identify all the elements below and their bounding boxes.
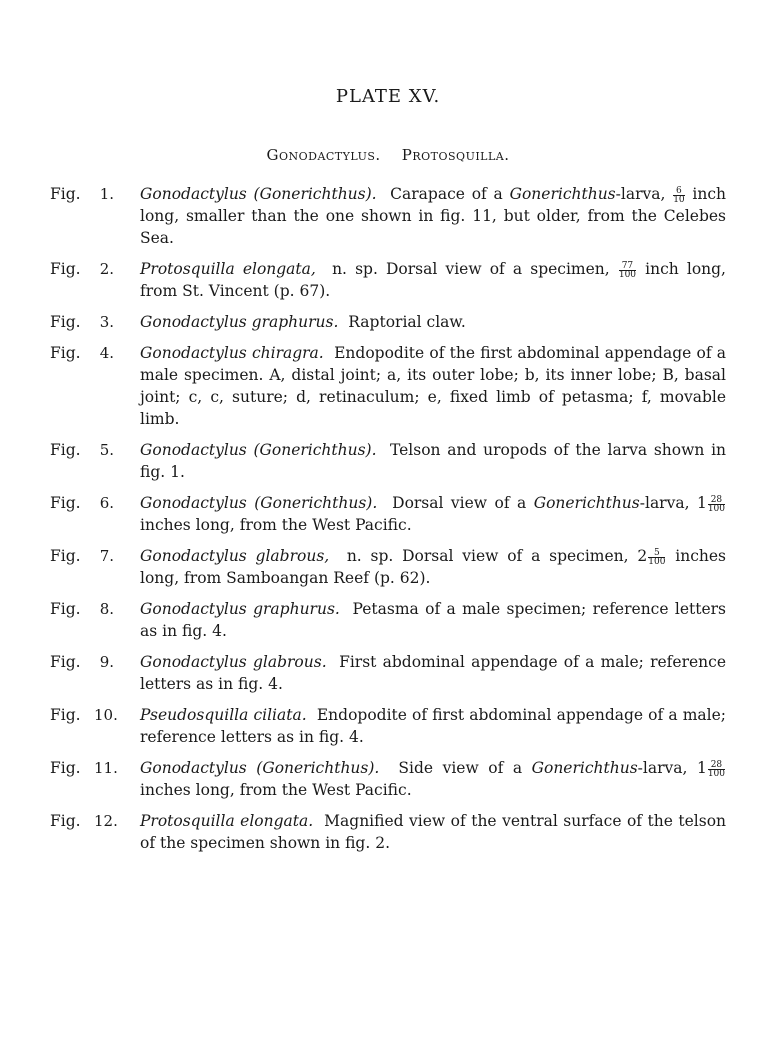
description-text: Raptorial claw. bbox=[348, 313, 466, 331]
figure-number: 10. bbox=[94, 706, 118, 724]
figure-caption bbox=[50, 757, 726, 801]
figure-species-name: Gonodactylus chiragra. bbox=[140, 344, 324, 362]
figure-species-name: Gonodactylus (Gonerichthus). bbox=[140, 441, 377, 459]
figure-caption bbox=[50, 311, 726, 333]
fraction-denominator: 100 bbox=[618, 269, 637, 280]
description-text: Dorsal view of a bbox=[392, 494, 534, 512]
figure-caption bbox=[50, 183, 726, 249]
description-text: inches long, from Samboangan Reef (p. 62). bbox=[140, 547, 726, 587]
subtitle-genus-left: Gonodactylus. bbox=[266, 146, 381, 164]
figure-number: 8. bbox=[99, 600, 114, 618]
figure-species-name: Gonodactylus (Gonerichthus). bbox=[140, 759, 380, 777]
figure-description bbox=[140, 441, 726, 481]
figure-number: 2. bbox=[99, 260, 114, 278]
fraction bbox=[673, 187, 684, 204]
figure-label: Fig. bbox=[50, 494, 81, 512]
fraction-numerator: 28 bbox=[708, 496, 725, 505]
figure-label: Fig. bbox=[50, 812, 81, 830]
figure-number: 11. bbox=[94, 759, 118, 777]
figure-description bbox=[140, 812, 726, 852]
fraction-denominator: 10 bbox=[673, 194, 685, 205]
fraction bbox=[619, 262, 636, 279]
figure-description bbox=[140, 706, 726, 746]
description-text: Magnified view of the ventral surface of the telson of the specimen shown in fig. 2. bbox=[140, 812, 727, 852]
figure-label: Fig. bbox=[50, 706, 81, 724]
figure-description bbox=[140, 653, 726, 693]
figure-description bbox=[140, 313, 466, 331]
description-text: -larva, 1 bbox=[637, 759, 707, 777]
figure-caption bbox=[50, 492, 726, 536]
figure-species-name: Gonodactylus glabrous, bbox=[140, 547, 330, 565]
figure-caption bbox=[50, 704, 726, 748]
figure-label: Fig. bbox=[50, 185, 81, 203]
fraction-denominator: 100 bbox=[707, 768, 726, 779]
figure-description bbox=[140, 600, 726, 640]
description-text: inch long, from St. Vincent (p. 67). bbox=[140, 260, 726, 300]
italic-term: Gonerichthus bbox=[531, 759, 638, 777]
description-text: Endopodite of first abdominal appendage of a male; reference letters as in fig. 4. bbox=[140, 706, 726, 746]
fraction-numerator: 5 bbox=[648, 549, 665, 558]
figure-description bbox=[140, 344, 726, 428]
figure-species-name: Gonodactylus (Gonerichthus). bbox=[140, 494, 378, 512]
figure-number: 5. bbox=[99, 441, 114, 459]
figure-species-name: Pseudosquilla ciliata. bbox=[140, 706, 307, 724]
subtitle-genus-right: Protosquilla. bbox=[401, 146, 510, 164]
figure-species-name: Protosquilla elongata. bbox=[140, 812, 314, 830]
fraction-numerator: 77 bbox=[619, 262, 636, 271]
fraction-denominator: 100 bbox=[707, 503, 726, 514]
figure-caption bbox=[50, 545, 726, 589]
italic-term: Gonerichthus bbox=[533, 494, 640, 512]
figure-label: Fig. bbox=[50, 653, 81, 671]
description-text: Petasma of a male specimen; reference letters as in fig. 4. bbox=[140, 600, 726, 640]
fraction bbox=[708, 496, 725, 513]
description-text: n. sp. Dorsal view of a specimen, 2 bbox=[346, 547, 648, 565]
figure-species-name: Gonodactylus graphurus. bbox=[140, 600, 340, 618]
figure-label: Fig. bbox=[50, 759, 81, 777]
description-text: Side view of a bbox=[398, 759, 532, 777]
figure-caption bbox=[50, 439, 726, 483]
italic-term: Gonerichthus bbox=[509, 185, 616, 203]
figure-caption bbox=[50, 598, 726, 642]
description-text: inch long, smaller than the one shown in fig. 11, but older, from the Celebes Sea. bbox=[140, 185, 727, 247]
figure-number: 3. bbox=[99, 313, 114, 331]
plate-title: PLATE XV. bbox=[335, 86, 441, 107]
description-text: -larva, 1 bbox=[639, 494, 707, 512]
fraction bbox=[648, 549, 665, 566]
description-text: inches long, from the West Pacific. bbox=[140, 516, 412, 534]
figure-label: Fig. bbox=[50, 344, 81, 362]
figure-label: Fig. bbox=[50, 441, 81, 459]
figure-caption bbox=[50, 651, 726, 695]
description-text: Carapace of a bbox=[390, 185, 510, 203]
figure-species-name: Protosquilla elongata, bbox=[140, 260, 316, 278]
description-text: First abdominal appendage of a male; reference letters as in fig. 4. bbox=[140, 653, 726, 693]
fraction-denominator: 100 bbox=[648, 556, 666, 567]
figure-description bbox=[140, 547, 726, 587]
plate-subtitle bbox=[0, 146, 776, 164]
figure-caption-list bbox=[50, 183, 726, 863]
description-text: Endopodite of the first abdominal appendage of a male specimen. A, distal joint; a, its outer lobe; b, its inner lobe; B, basal joint; c, c, suture; d, retinaculum; e, fixed limb of petasma; f, movable limb. bbox=[140, 344, 726, 428]
figure-species-name: Gonodactylus (Gonerichthus). bbox=[140, 185, 377, 203]
description-text: inches long, from the West Pacific. bbox=[140, 781, 412, 799]
figure-number: 12. bbox=[94, 812, 118, 830]
figure-label: Fig. bbox=[50, 600, 81, 618]
figure-species-name: Gonodactylus glabrous. bbox=[140, 653, 327, 671]
figure-description bbox=[140, 759, 726, 799]
description-text: Telson and uropods of the larva shown in fig. 1. bbox=[140, 441, 727, 481]
fraction-numerator: 6 bbox=[673, 187, 684, 196]
fraction-numerator: 28 bbox=[708, 761, 725, 770]
figure-species-name: Gonodactylus graphurus. bbox=[140, 313, 339, 331]
figure-number: 4. bbox=[99, 344, 114, 362]
figure-label: Fig. bbox=[50, 313, 81, 331]
figure-description bbox=[140, 185, 726, 247]
figure-number: 9. bbox=[99, 653, 114, 671]
figure-number: 6. bbox=[99, 494, 114, 512]
figure-description bbox=[140, 260, 726, 300]
figure-caption bbox=[50, 342, 726, 430]
figure-number: 1. bbox=[99, 185, 114, 203]
figure-caption bbox=[50, 258, 726, 302]
description-text: -larva, bbox=[615, 185, 673, 203]
figure-label: Fig. bbox=[50, 547, 81, 565]
figure-caption bbox=[50, 810, 726, 854]
description-text: n. sp. Dorsal view of a specimen, bbox=[332, 260, 618, 278]
figure-number: 7. bbox=[99, 547, 114, 565]
figure-description bbox=[140, 494, 726, 534]
figure-label: Fig. bbox=[50, 260, 81, 278]
fraction bbox=[708, 761, 725, 778]
